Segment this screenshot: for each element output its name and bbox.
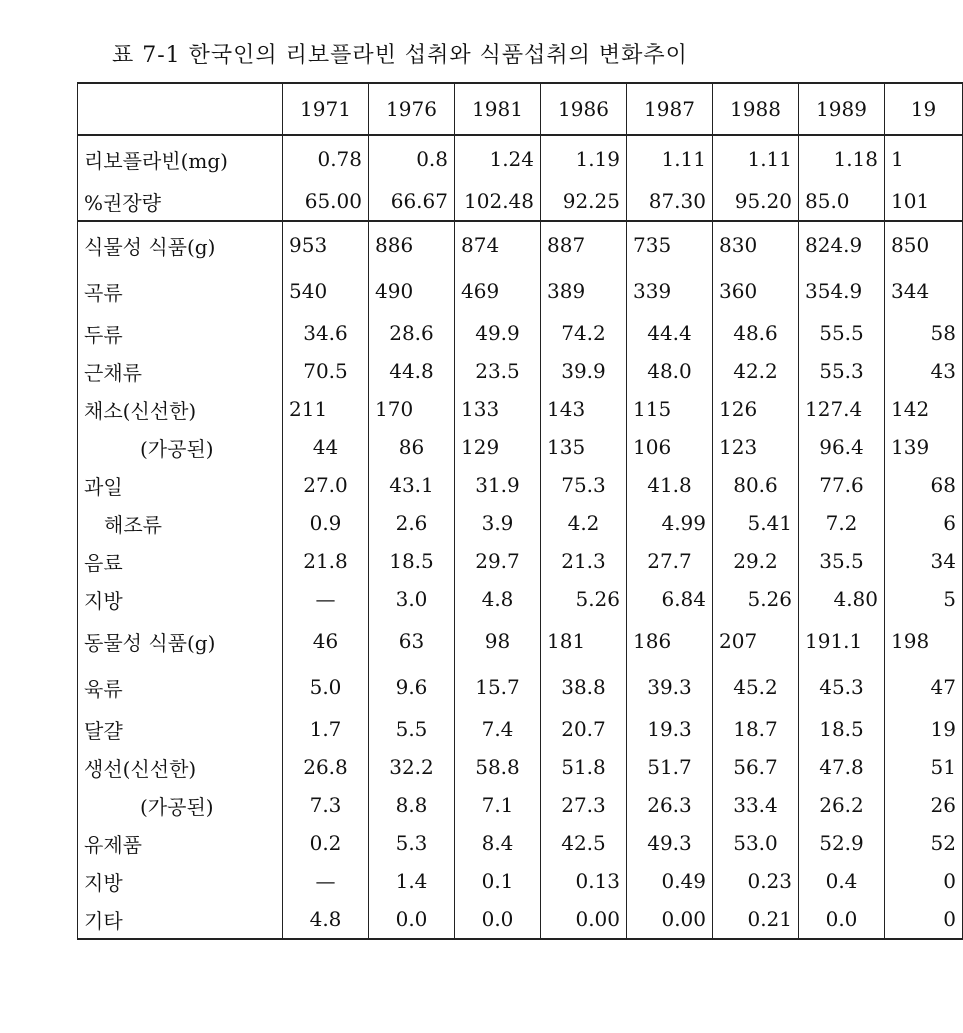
table-cell: 101 [885,182,963,221]
table-row [78,618,963,664]
row-label: 지방 [78,862,283,900]
table-cell: 63 [369,618,455,664]
table-cell: 55.5 [799,314,885,352]
table-cell: 354.9 [799,268,885,314]
table-cell: 0.1 [455,862,541,900]
table-cell: 0.8 [369,135,455,182]
table-cell: 29.7 [455,542,541,580]
table-cell: 133 [455,390,541,428]
table-cell: 0.4 [799,862,885,900]
row-label: (가공된) [78,428,283,466]
table-cell: 53.0 [713,824,799,862]
table-cell: 39.9 [541,352,627,390]
table-cell: 44.4 [627,314,713,352]
table-cell: 92.25 [541,182,627,221]
table-cell: 18.5 [799,710,885,748]
row-label: 동물성 식품(g) [78,618,283,664]
table-cell: 143 [541,390,627,428]
table-cell: 1.11 [627,135,713,182]
table-cell: 29.2 [713,542,799,580]
table-cell: 7.2 [799,504,885,542]
row-label: 과일 [78,466,283,504]
table-cell: 49.9 [455,314,541,352]
table-cell: 51.7 [627,748,713,786]
table-cell: 5.0 [283,664,369,710]
table-row [78,504,963,542]
header-year: 1976 [369,83,455,135]
row-label: 리보플라빈(mg) [78,135,283,182]
table-cell: 0.00 [627,900,713,939]
table-cell: 389 [541,268,627,314]
table-cell: 3.9 [455,504,541,542]
table-cell: 7.3 [283,786,369,824]
table-cell: 339 [627,268,713,314]
table-cell: 45.2 [713,664,799,710]
header-year: 19 [885,83,963,135]
table-cell: 41.8 [627,466,713,504]
table-cell: 186 [627,618,713,664]
row-label: 근채류 [78,352,283,390]
row-label: 음료 [78,542,283,580]
table-cell: 198 [885,618,963,664]
table-cell: 45.3 [799,664,885,710]
table-cell: 1.18 [799,135,885,182]
table-cell: 77.6 [799,466,885,504]
table-cell: 31.9 [455,466,541,504]
table-cell: 19.3 [627,710,713,748]
row-label: 두류 [78,314,283,352]
table-cell: 46 [283,618,369,664]
table-cell: 7.1 [455,786,541,824]
table-cell: 102.48 [455,182,541,221]
table-cell: — [283,580,369,618]
table-cell: 26.3 [627,786,713,824]
table-cell: 1.7 [283,710,369,748]
table-cell: 18.5 [369,542,455,580]
table-row [78,900,963,939]
table-cell: 65.00 [283,182,369,221]
table-cell: 51.8 [541,748,627,786]
table-cell: 35.5 [799,542,885,580]
table-cell: 75.3 [541,466,627,504]
header-year: 1989 [799,83,885,135]
table-cell: 490 [369,268,455,314]
header-year: 1986 [541,83,627,135]
table-row [78,268,963,314]
table-cell: 830 [713,221,799,268]
table-cell: 52.9 [799,824,885,862]
table-cell: 0 [885,862,963,900]
header-corner [78,83,283,135]
table-cell: 47 [885,664,963,710]
riboflavin-intake-table [77,82,963,940]
table-cell: 4.80 [799,580,885,618]
table-cell: 86 [369,428,455,466]
table-cell: 34.6 [283,314,369,352]
table-cell: 6 [885,504,963,542]
table-cell: 47.8 [799,748,885,786]
table-cell: 4.8 [455,580,541,618]
table-cell: 26.2 [799,786,885,824]
header-row [78,83,963,135]
table-cell: 824.9 [799,221,885,268]
table-cell: 98 [455,618,541,664]
table-cell: 80.6 [713,466,799,504]
table-cell: 9.6 [369,664,455,710]
row-label: 달걀 [78,710,283,748]
table-cell: 540 [283,268,369,314]
table-cell: 21.3 [541,542,627,580]
table-cell: 126 [713,390,799,428]
table-cell: 142 [885,390,963,428]
table-cell: 56.7 [713,748,799,786]
header-year: 1981 [455,83,541,135]
table-cell: 5.3 [369,824,455,862]
table-cell: 5.26 [713,580,799,618]
table-cell: 39.3 [627,664,713,710]
table-cell: 49.3 [627,824,713,862]
table-cell: 887 [541,221,627,268]
table-row [78,314,963,352]
table-cell: 0.13 [541,862,627,900]
table-cell: 68 [885,466,963,504]
table-cell: 55.3 [799,352,885,390]
table-cell: 0.00 [541,900,627,939]
table-cell: 0.23 [713,862,799,900]
row-label: 기타 [78,900,283,939]
table-cell: 52 [885,824,963,862]
table-cell: 1 [885,135,963,182]
table-cell: 34 [885,542,963,580]
table-cell: 5.41 [713,504,799,542]
table-row [78,710,963,748]
table-row [78,390,963,428]
table-cell: 850 [885,221,963,268]
table-cell: 2.6 [369,504,455,542]
table-cell: 27.7 [627,542,713,580]
table-cell: 27.3 [541,786,627,824]
table-cell: 70.5 [283,352,369,390]
table-cell: 0.0 [369,900,455,939]
table-cell: 5.5 [369,710,455,748]
table-cell: 0.0 [455,900,541,939]
table-cell: 115 [627,390,713,428]
table-row [78,182,963,221]
table-cell: 48.6 [713,314,799,352]
table-cell: 58 [885,314,963,352]
table-cell: 129 [455,428,541,466]
table-cell: 87.30 [627,182,713,221]
table-cell: 191.1 [799,618,885,664]
table-cell: 4.99 [627,504,713,542]
header-year: 1971 [283,83,369,135]
header-year: 1987 [627,83,713,135]
table-cell: 953 [283,221,369,268]
table-cell: 0.49 [627,862,713,900]
table-cell: 15.7 [455,664,541,710]
row-label: 채소(신선한) [78,390,283,428]
table-cell: 33.4 [713,786,799,824]
table-cell: 106 [627,428,713,466]
table-cell: 4.2 [541,504,627,542]
row-label: 지방 [78,580,283,618]
table-cell: 28.6 [369,314,455,352]
table-cell: 0 [885,900,963,939]
table-cell: 360 [713,268,799,314]
table-cell: 96.4 [799,428,885,466]
table-cell: 207 [713,618,799,664]
row-label: 해조류 [78,504,283,542]
table-cell: 66.67 [369,182,455,221]
table-cell: 5.26 [541,580,627,618]
table-cell: 735 [627,221,713,268]
table-cell: 886 [369,221,455,268]
table-cell: 38.8 [541,664,627,710]
table-row [78,824,963,862]
table-cell: 135 [541,428,627,466]
table-row [78,862,963,900]
table-cell: — [283,862,369,900]
table-cell: 5 [885,580,963,618]
table-cell: 123 [713,428,799,466]
table-cell: 211 [283,390,369,428]
row-label: %권장량 [78,182,283,221]
table-cell: 18.7 [713,710,799,748]
table-cell: 0.21 [713,900,799,939]
table-cell: 32.2 [369,748,455,786]
table-cell: 181 [541,618,627,664]
row-label: 곡류 [78,268,283,314]
table-cell: 20.7 [541,710,627,748]
table-cell: 42.5 [541,824,627,862]
row-label: 유제품 [78,824,283,862]
table-cell: 6.84 [627,580,713,618]
table-cell: 85.0 [799,182,885,221]
table-container [77,82,956,1019]
table-row [78,221,963,268]
table-cell: 1.11 [713,135,799,182]
table-cell: 1.24 [455,135,541,182]
table-cell: 51 [885,748,963,786]
table-cell: 1.19 [541,135,627,182]
table-row [78,466,963,504]
table-cell: 469 [455,268,541,314]
table-cell: 74.2 [541,314,627,352]
table-cell: 139 [885,428,963,466]
table-cell: 3.0 [369,580,455,618]
table-cell: 0.78 [283,135,369,182]
table-cell: 7.4 [455,710,541,748]
table-row [78,748,963,786]
table-row [78,135,963,182]
table-row [78,428,963,466]
row-label: 육류 [78,664,283,710]
table-cell: 874 [455,221,541,268]
table-cell: 19 [885,710,963,748]
table-cell: 8.8 [369,786,455,824]
table-cell: 95.20 [713,182,799,221]
table-cell: 43 [885,352,963,390]
table-cell: 4.8 [283,900,369,939]
table-cell: 43.1 [369,466,455,504]
table-cell: 0.2 [283,824,369,862]
table-cell: 44 [283,428,369,466]
table-row [78,580,963,618]
header-year: 1988 [713,83,799,135]
table-cell: 0.0 [799,900,885,939]
table-cell: 26 [885,786,963,824]
table-row [78,542,963,580]
table-cell: 0.9 [283,504,369,542]
table-cell: 1.4 [369,862,455,900]
table-title: 표 7-1 한국인의 리보플라빈 섭취와 식품섭취의 변화추이 [112,43,688,68]
table-cell: 44.8 [369,352,455,390]
table-row [78,786,963,824]
table-cell: 23.5 [455,352,541,390]
table-cell: 58.8 [455,748,541,786]
table-cell: 170 [369,390,455,428]
row-label: (가공된) [78,786,283,824]
row-label: 식물성 식품(g) [78,221,283,268]
table-cell: 344 [885,268,963,314]
table-cell: 21.8 [283,542,369,580]
table-row [78,352,963,390]
table-cell: 127.4 [799,390,885,428]
table-cell: 42.2 [713,352,799,390]
table-cell: 26.8 [283,748,369,786]
table-cell: 48.0 [627,352,713,390]
row-label: 생선(신선한) [78,748,283,786]
table-cell: 27.0 [283,466,369,504]
table-cell: 8.4 [455,824,541,862]
table-row [78,664,963,710]
